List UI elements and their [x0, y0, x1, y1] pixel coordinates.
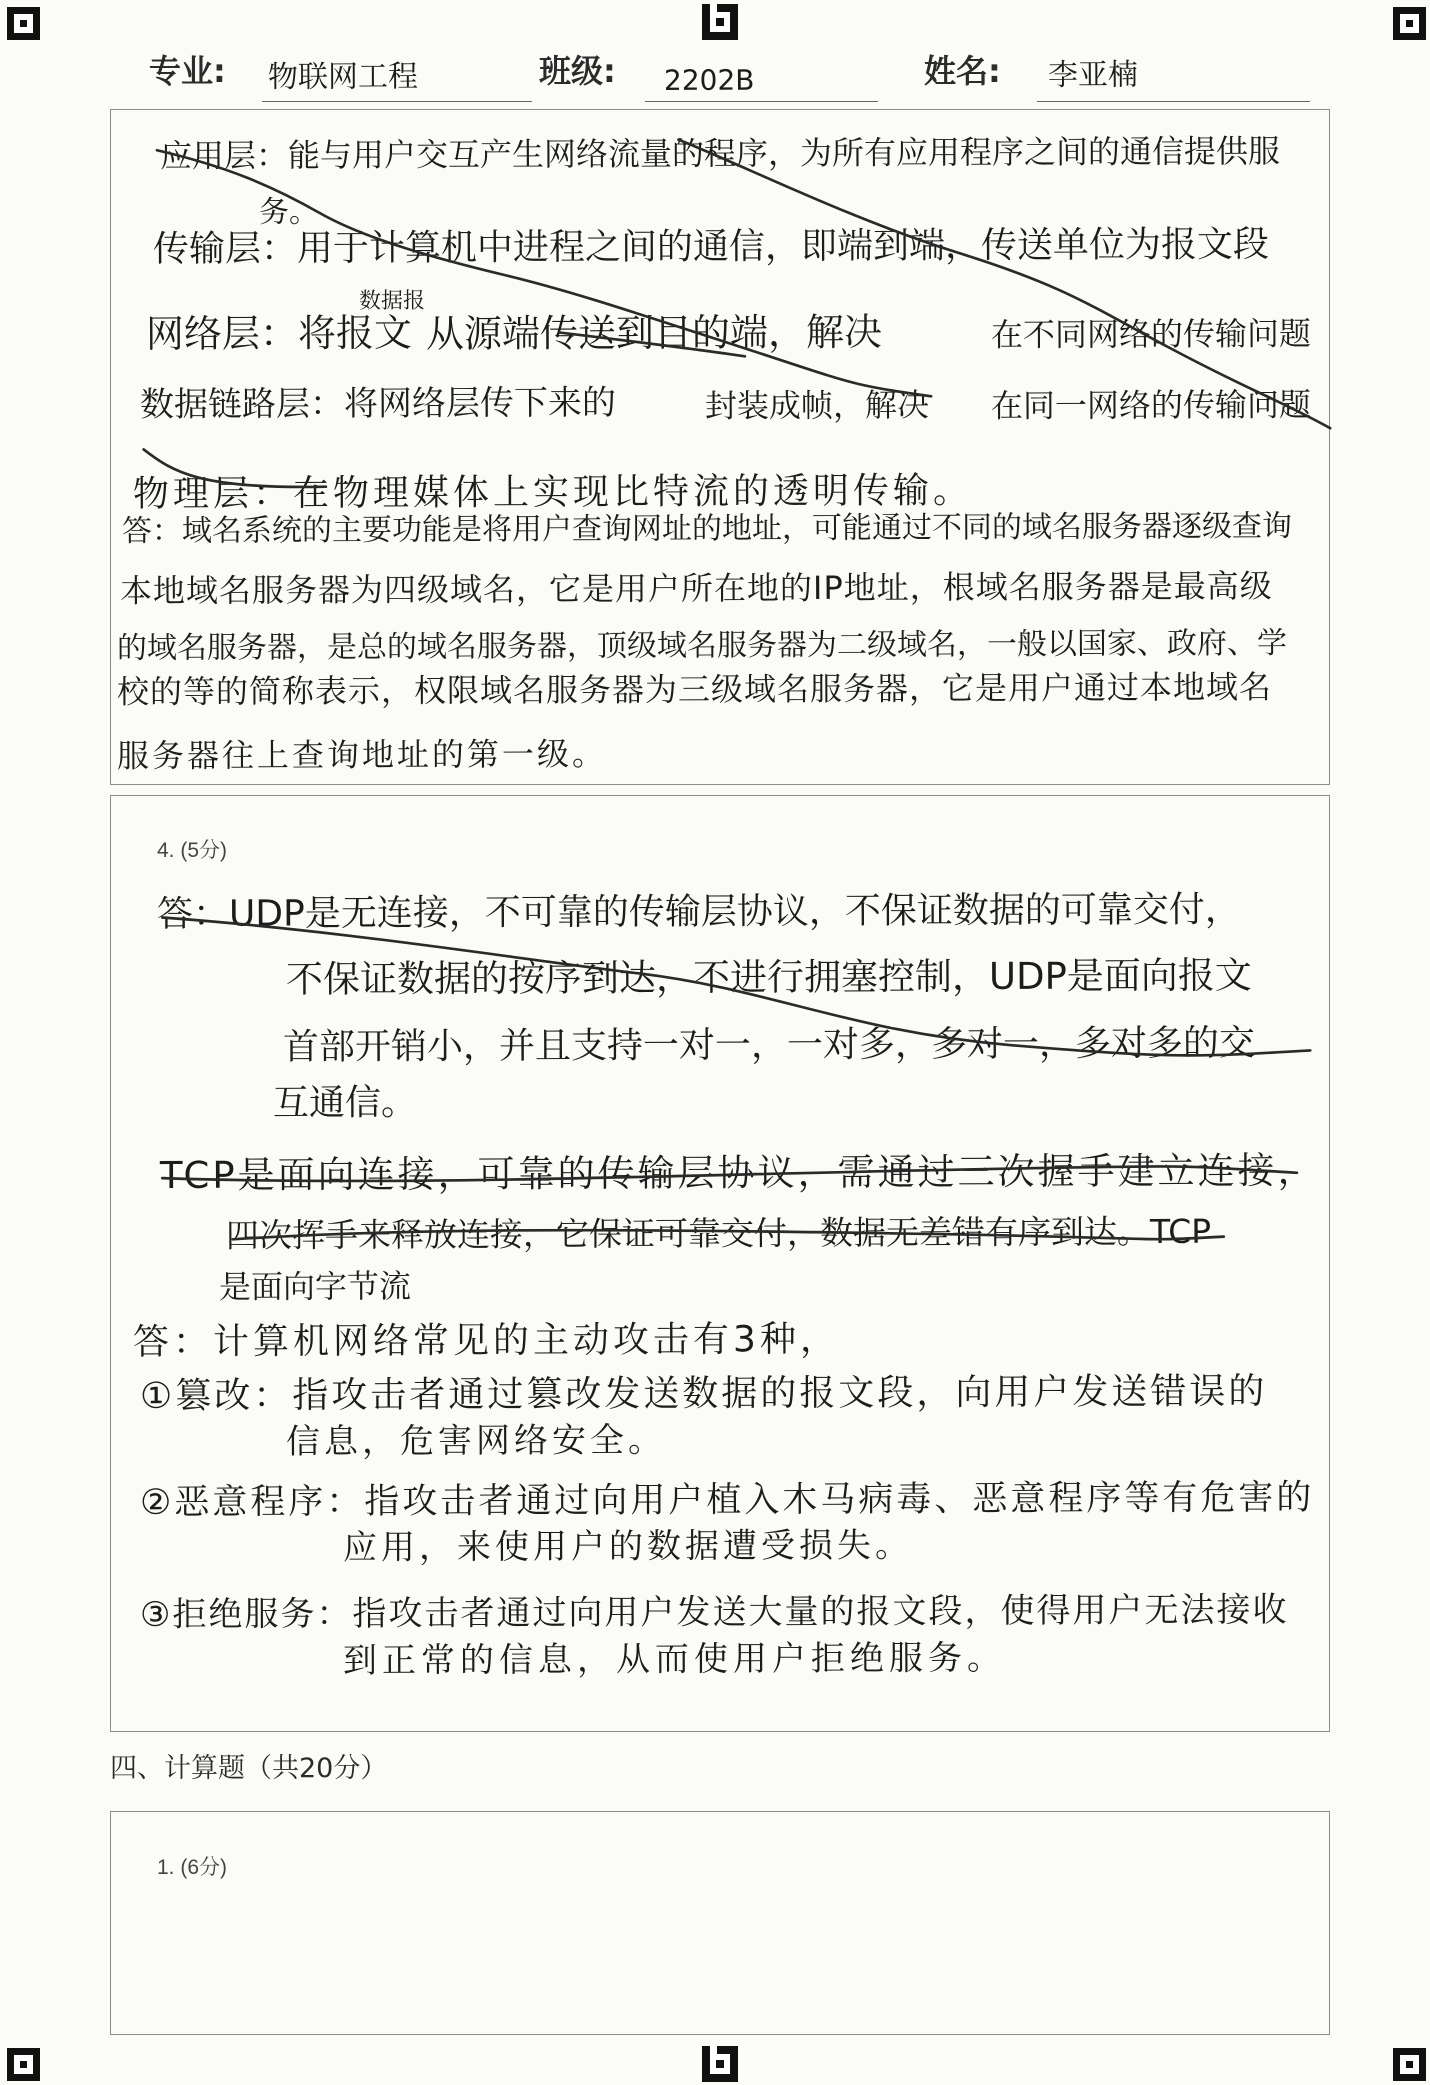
registration-marker-icon	[7, 2048, 40, 2081]
answer-line: 本地域名服务器为四级域名，它是用户所在地的IP地址，根域名服务器是最高级	[119, 566, 1273, 610]
answer-line: 传输层：用于计算机中进程之间的通信，即端到端，传送单位为报文段	[152, 224, 1270, 270]
answer-line: 从源端传送到目的端，解决	[425, 310, 883, 356]
answer-line: 是面向字节流	[218, 1267, 412, 1306]
answer-box-calc-question-1	[110, 1811, 1330, 2035]
answer-line: 的域名服务器，是总的域名服务器，顶级域名服务器为二级域名，一般以国家、政府、学	[116, 625, 1288, 666]
name-value: 李亚楠	[1047, 57, 1139, 93]
answer-line: ①篡改：指攻击者通过篡改发送数据的报文段，向用户发送错误的	[139, 1371, 1268, 1417]
answer-line: ②恶意程序：指攻击者通过向用户植入木马病毒、恶意程序等有危害的	[139, 1477, 1315, 1523]
class-underline	[645, 101, 878, 102]
answer-line: 数据链路层：将网络层传下来的	[139, 382, 617, 425]
answer-line: 务。	[258, 194, 320, 230]
answer-line: 网络层：将报文	[145, 310, 413, 356]
answer-annotation: 数据报	[358, 288, 426, 314]
answer-line: ③拒绝服务：指攻击者通过向用户发送大量的报文段，使得用户无法接收	[139, 1589, 1289, 1635]
registration-marker-icon	[702, 4, 738, 40]
major-value: 物联网工程	[267, 59, 419, 95]
answer-line: 信息，危害网络安全。	[285, 1420, 667, 1462]
class-label: 班级:	[539, 52, 616, 90]
registration-marker-icon	[702, 2046, 738, 2082]
answer-line: 在不同网络的传输问题	[990, 314, 1312, 354]
answer-line: 校的等的简称表示，权限域名服务器为三级域名服务器，它是用户通过本地域名	[116, 667, 1273, 711]
answer-line: 首部开销小，并且支持一对一，一对多，多对一，多对多的交	[282, 1022, 1256, 1068]
answer-line: 四次挥手来释放连接，它保证可靠交付，数据无差错有序到达。TCP	[225, 1211, 1212, 1255]
class-value: 2202B	[663, 63, 755, 97]
answer-line: 应用，来使用户的数据遭受损失。	[342, 1525, 914, 1568]
calc-question-1-label: 1. (6分)	[157, 1856, 228, 1879]
question-4-label: 4. (5分)	[157, 839, 228, 862]
answer-line: 不保证数据的按序到达，不进行拥塞控制，UDP是面向报文	[285, 953, 1252, 1001]
name-label: 姓名:	[924, 52, 1001, 90]
registration-marker-icon	[1393, 7, 1426, 40]
answer-line: 答：域名系统的主要功能是将用户查询网址的地址，可能通过不同的域名服务器逐级查询	[121, 508, 1293, 549]
registration-marker-icon	[7, 7, 40, 40]
answer-line: 答：UDP是无连接，不可靠的传输层协议，不保证数据的可靠交付，	[156, 889, 1241, 935]
answer-line: 封装成帧，解决	[704, 386, 930, 425]
answer-line: 在同一网络的传输问题	[990, 385, 1312, 425]
section-title: 四、计算题（共20分）	[110, 1753, 388, 1784]
registration-marker-icon	[1393, 2048, 1426, 2081]
name-underline	[1037, 101, 1310, 102]
answer-line: 服务器往上查询地址的第一级。	[116, 734, 608, 775]
major-label: 专业:	[149, 52, 226, 90]
answer-line: 互通信。	[272, 1082, 418, 1124]
answer-line: 物理层：在物理媒体上实现比特流的透明传输。	[132, 470, 974, 515]
answer-line: TCP是面向连接，可靠的传输层协议，需通过三次握手建立连接，	[159, 1148, 1318, 1197]
answer-line: 答：计算机网络常见的主动攻击有3种，	[132, 1318, 840, 1363]
answer-line: 到正常的信息，从而使用户拒绝服务。	[342, 1638, 1007, 1681]
major-underline	[262, 101, 532, 102]
answer-line: 应用层：能与用户交互产生网络流量的程序，为所有应用程序之间的通信提供服	[159, 132, 1281, 175]
